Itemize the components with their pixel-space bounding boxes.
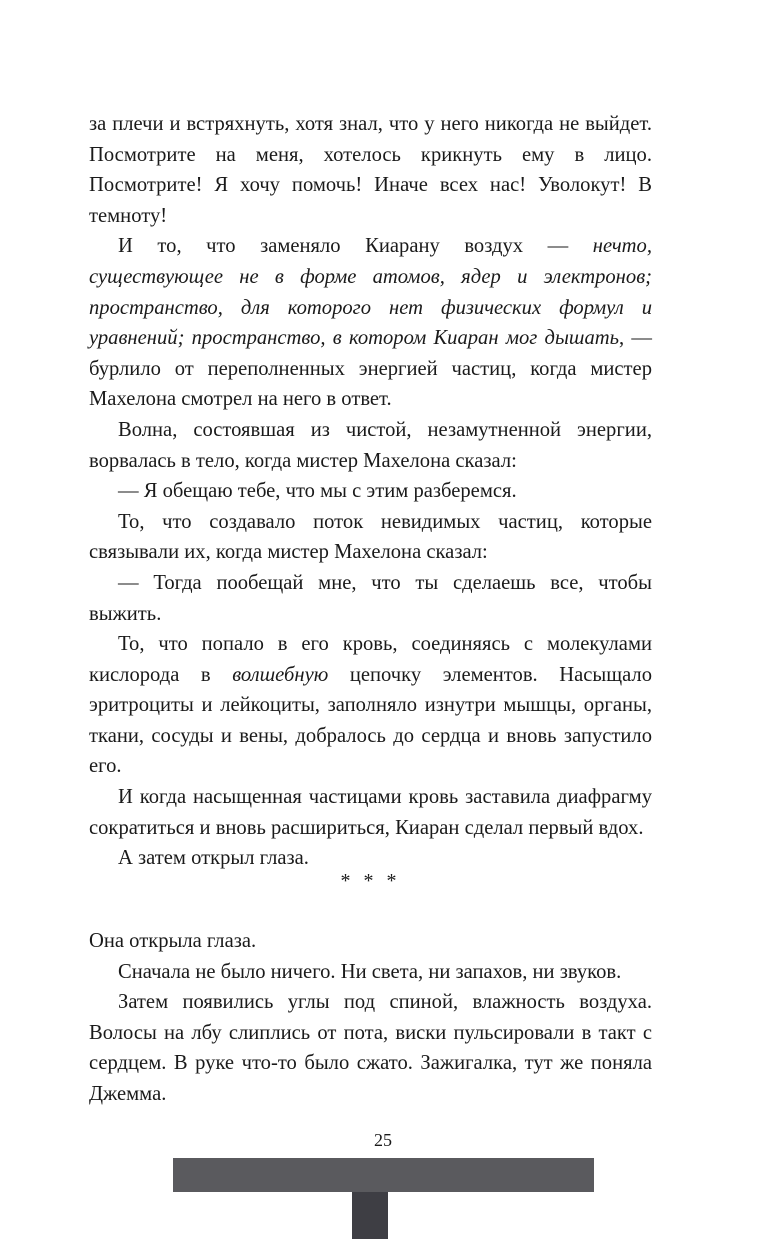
text-run: Затем появились углы под спиной, влажность воздуха. Волосы на лбу слиплись от пота, виски пульсировали в такт с сердцем. В руке что-то было сжато. Зажигалка, тут же поняла Джемма.	[89, 991, 652, 1105]
text-run: То, что попало в его кровь, соединяясь с молекулами кислорода в	[89, 633, 652, 686]
footer-bar	[173, 1158, 594, 1192]
paragraph	[89, 476, 652, 507]
paragraph	[89, 782, 652, 843]
second-section-text-block	[89, 926, 652, 1110]
section-divider: * * *	[340, 870, 401, 892]
paragraph	[89, 957, 652, 988]
text-run: И когда насыщенная частицами кровь заставила диафрагму сократиться и вновь расшириться, Киаран сделал первый вдох.	[89, 786, 652, 839]
paragraph	[89, 415, 652, 476]
text-run: — Тогда пообещай мне, что ты сделаешь все, чтобы выжить.	[89, 571, 652, 625]
text-run: Волна, состоявшая из чистой, незамутненной энергии, ворвалась в тело, когда мистер Махелона сказал:	[89, 418, 652, 472]
paragraph	[89, 926, 652, 957]
paragraph	[89, 987, 652, 1109]
paragraph	[89, 231, 652, 415]
text-run: , — бурлило от переполненных энергией частиц, когда мистер Махелона смотрел на него в ответ.	[89, 327, 652, 411]
paragraph	[89, 507, 652, 568]
text-run: Сначала не было ничего. Ни света, ни запахов, ни звуков.	[118, 960, 622, 983]
text-run: Она открыла глаза.	[89, 930, 257, 952]
text-run: И то, что заменяло Киарану воздух —	[118, 235, 593, 258]
footer-bar-stem	[352, 1192, 388, 1239]
text-run: А затем открыл глаза.	[118, 847, 309, 870]
italic-text-run: волшебную	[232, 663, 329, 686]
text-run: цепочку элементов. Насыщало эритроциты и лейкоциты, заполняло изнутри мышцы, органы, ткани, сосуды и вены, добралось до сердца и вновь запустило его.	[89, 663, 652, 778]
paragraph	[89, 629, 652, 782]
text-run: — Я обещаю тебе, что мы с этим разберемся.	[118, 480, 517, 503]
paragraph	[89, 109, 652, 231]
main-text-block	[89, 109, 652, 874]
italic-text-run: нечто, существующее не в форме атомов, ядер и электронов; пространство, для которого нет физических формул и уравнений; пространство, в котором Киаран мог дышать	[89, 235, 652, 350]
paragraph	[89, 568, 652, 629]
text-run: за плечи и встряхнуть, хотя знал, что у него никогда не выйдет. Посмотрите на меня, хотелось крикнуть ему в лицо. Посмотрите! Я хочу помочь! Иначе всех нас! Уволокут! В темноту!	[89, 113, 652, 227]
page-number: 25	[374, 1130, 392, 1150]
text-run: То, что создавало поток невидимых частиц, которые связывали их, когда мистер Махелона сказал:	[89, 510, 652, 564]
